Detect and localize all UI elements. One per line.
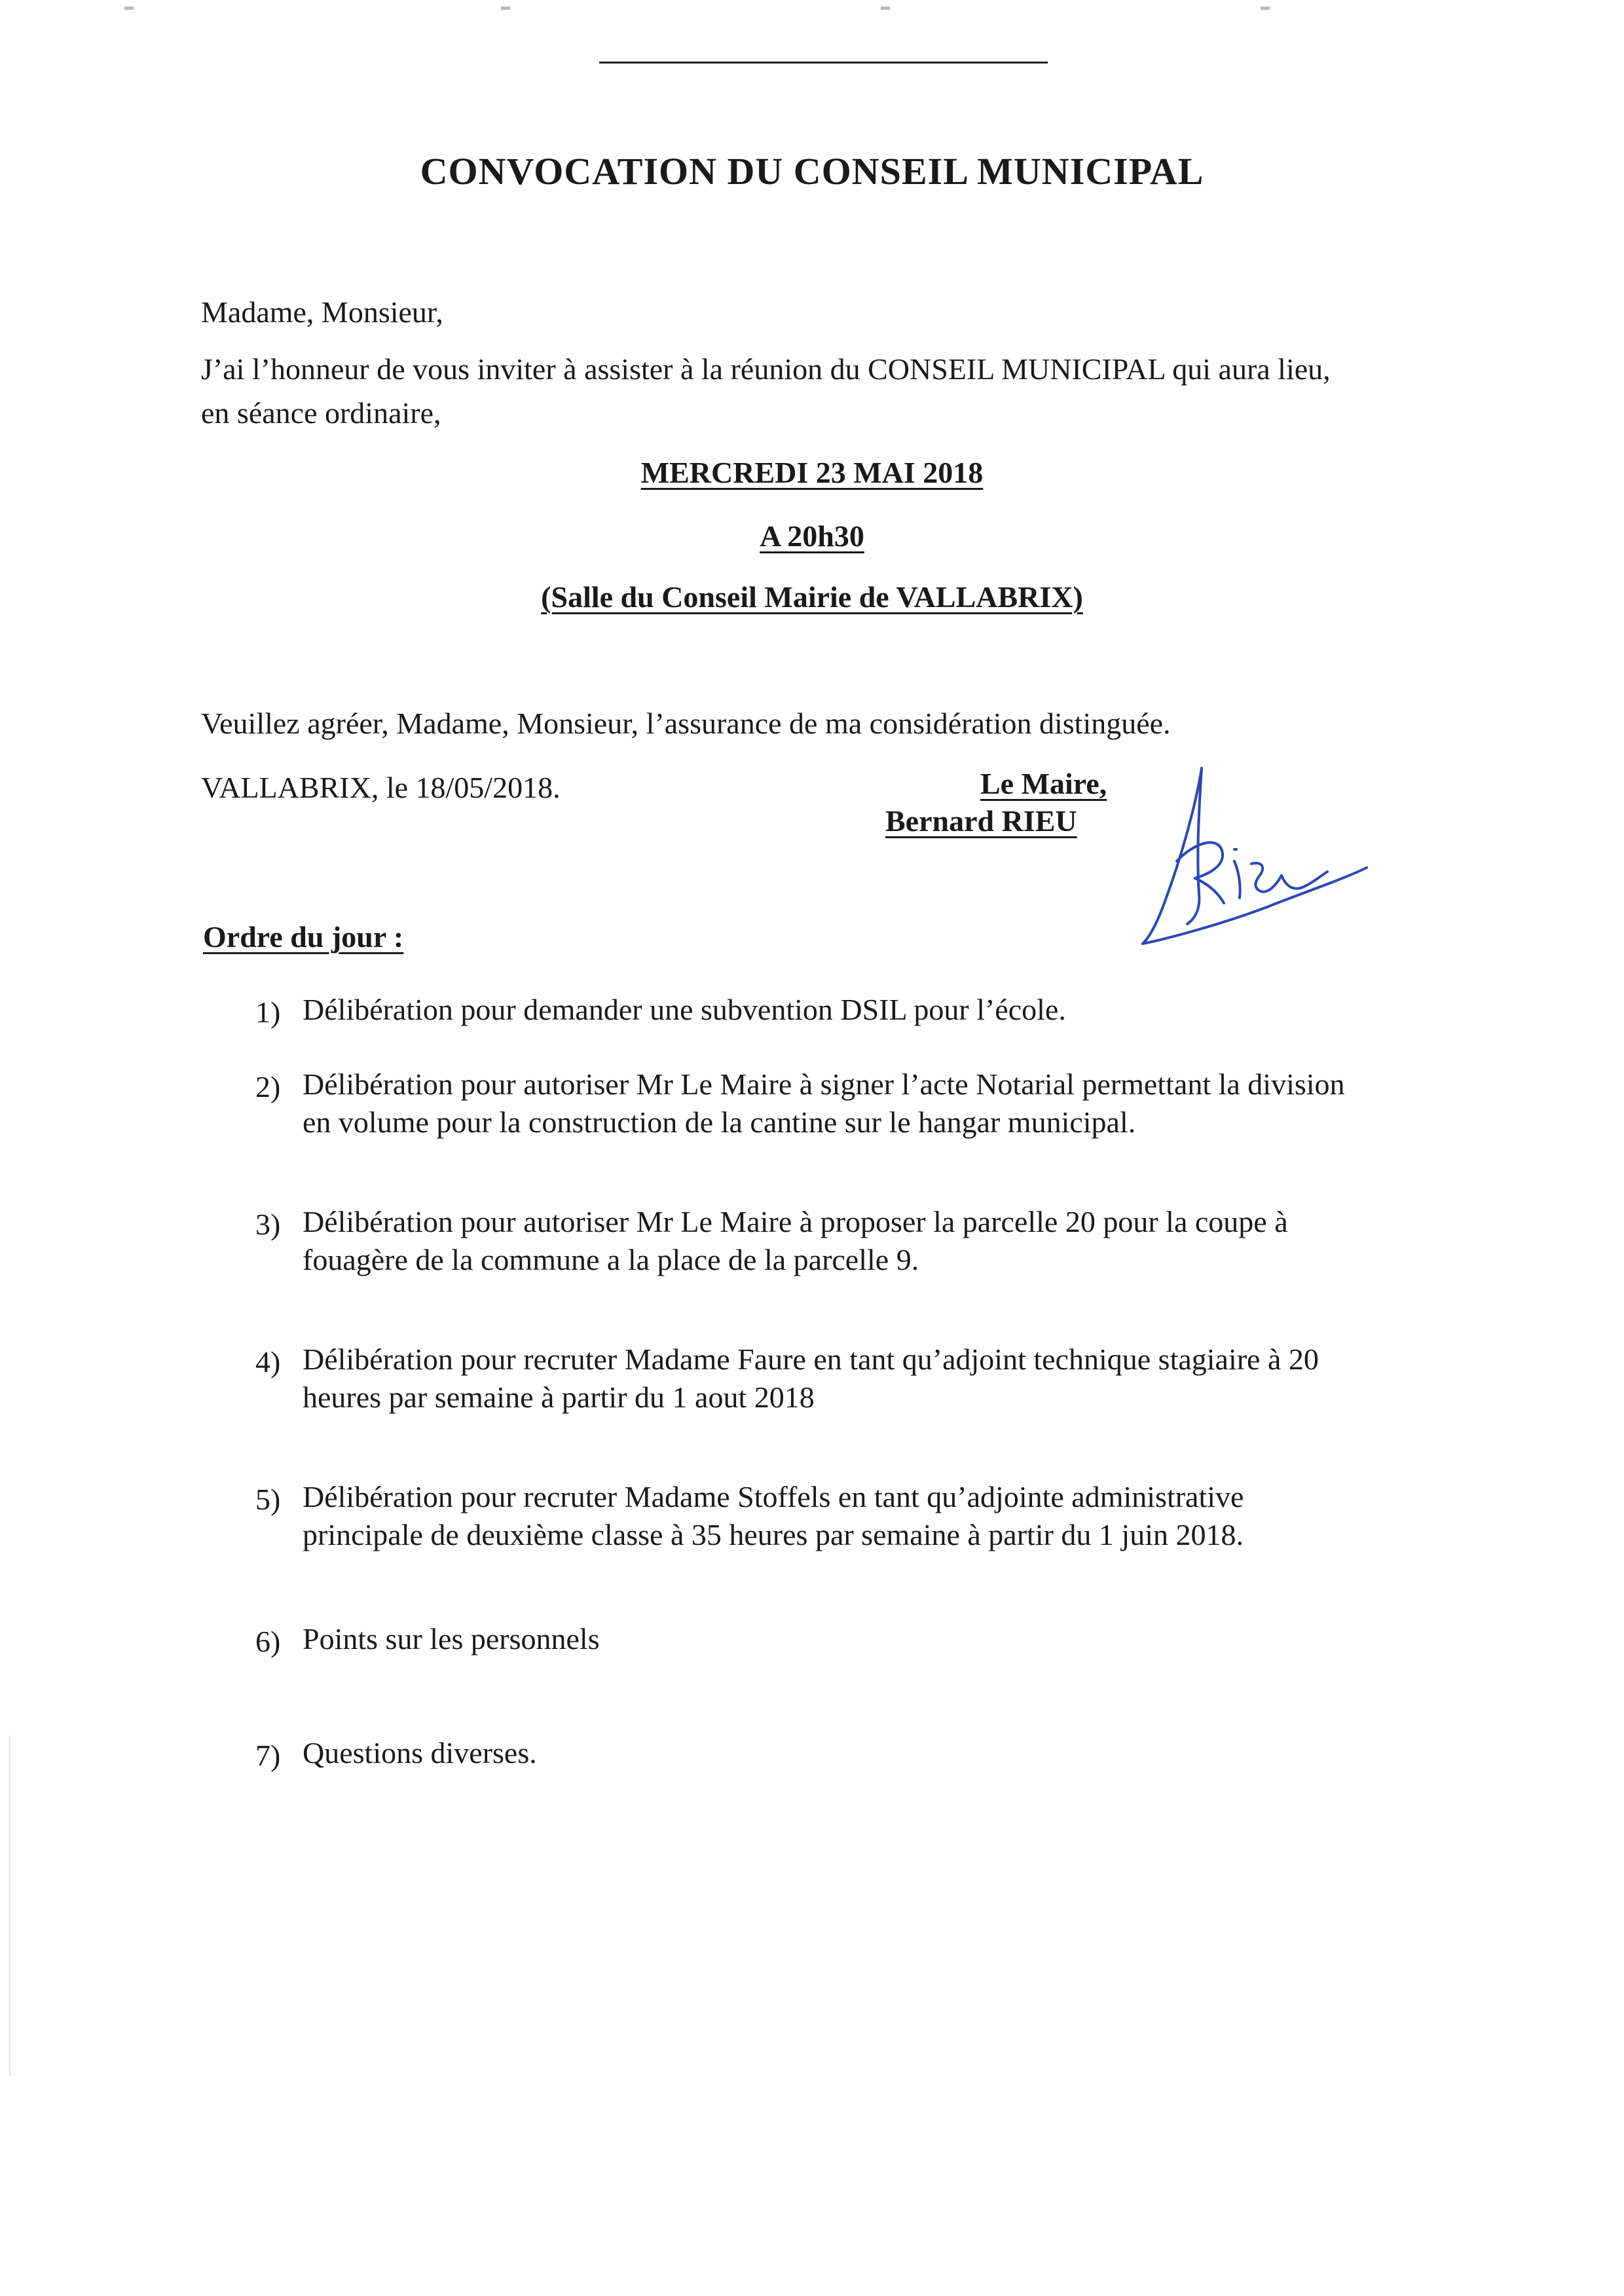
intro-line-2: en séance ordinaire, <box>201 396 441 430</box>
place-and-date: VALLABRIX, le 18/05/2018. <box>201 771 561 804</box>
agenda-item <box>255 1734 1500 1775</box>
agenda-item-line: Délibération pour demander une subvention DSIL pour l’école. <box>303 993 1066 1026</box>
agenda-item-line: Délibération pour autoriser Mr Le Maire à signer l’acte Notarial permettant la division <box>303 1067 1345 1101</box>
header-rule <box>599 62 1048 64</box>
signer-title: Le Maire, <box>980 767 1107 800</box>
agenda-heading: Ordre du jour : <box>203 920 404 954</box>
agenda-item-line: Délibération pour recruter Madame Stoffels en tant qu’adjointe administrative <box>303 1480 1244 1513</box>
agenda-item-text <box>303 1620 1500 1661</box>
agenda-item-number: 1) <box>255 995 281 1029</box>
agenda-item-line: Questions diverses. <box>303 1736 537 1769</box>
agenda-item <box>255 1341 1500 1416</box>
agenda-item-line: heures par semaine à partir du 1 aout 2018 <box>303 1380 815 1414</box>
agenda-item-number: 5) <box>255 1483 281 1516</box>
document-title: CONVOCATION DU CONSEIL MUNICIPAL <box>420 150 1204 193</box>
agenda-item-text <box>303 991 1500 1031</box>
agenda-item-text <box>303 1065 1500 1141</box>
agenda-item-text <box>303 1478 1500 1554</box>
agenda-item-number: 7) <box>255 1739 281 1772</box>
meeting-date-text: MERCREDI 23 MAI 2018 <box>640 456 984 489</box>
agenda-item <box>255 1203 1500 1279</box>
meeting-time <box>0 519 1624 553</box>
handwritten-signature <box>1136 763 1372 953</box>
scan-mark <box>881 7 890 10</box>
agenda-item-number: 4) <box>255 1345 281 1379</box>
meeting-place-text: (Salle du Conseil Mairie de VALLABRIX) <box>541 580 1083 614</box>
agenda-item-line: Points sur les personnels <box>303 1622 600 1656</box>
closing-formula: Veuillez agréer, Madame, Monsieur, l’assurance de ma considération distinguée. <box>201 707 1171 740</box>
scan-mark <box>124 7 134 10</box>
meeting-date <box>0 455 1624 490</box>
agenda-item-line: fouagère de la commune a la place de la parcelle 9. <box>303 1243 919 1276</box>
agenda-item-number: 6) <box>255 1625 281 1658</box>
agenda-item-line: en volume pour la construction de la cantine sur le hangar municipal. <box>303 1105 1136 1139</box>
agenda-item-line: principale de deuxième classe à 35 heures par semaine à partir du 1 juin 2018. <box>303 1518 1244 1551</box>
salutation: Madame, Monsieur, <box>201 295 443 329</box>
agenda-item-text <box>303 1341 1500 1416</box>
intro-line-1: J’ai l’honneur de vous inviter à assister à la réunion du CONSEIL MUNICIPAL qui aura lieu, <box>201 352 1331 386</box>
agenda-item <box>255 1065 1500 1141</box>
meeting-time-text: A 20h30 <box>760 519 864 553</box>
agenda-item-text <box>303 1203 1500 1279</box>
signer-name: Bernard RIEU <box>885 804 1077 838</box>
scan-mark <box>1261 7 1270 10</box>
agenda-item-line: Délibération pour recruter Madame Faure en tant qu’adjoint technique stagiaire à 20 <box>303 1342 1319 1376</box>
agenda-item-number: 2) <box>255 1070 281 1103</box>
agenda-item <box>255 1478 1500 1554</box>
agenda-item-number: 3) <box>255 1208 281 1241</box>
scan-mark <box>501 7 510 10</box>
agenda-item-text <box>303 1734 1500 1775</box>
scan-margin-line <box>9 1735 10 2076</box>
agenda-item <box>255 991 1500 1031</box>
agenda-item <box>255 1620 1500 1661</box>
agenda-item-line: Délibération pour autoriser Mr Le Maire à proposer la parcelle 20 pour la coupe à <box>303 1205 1288 1238</box>
meeting-place <box>0 580 1624 614</box>
